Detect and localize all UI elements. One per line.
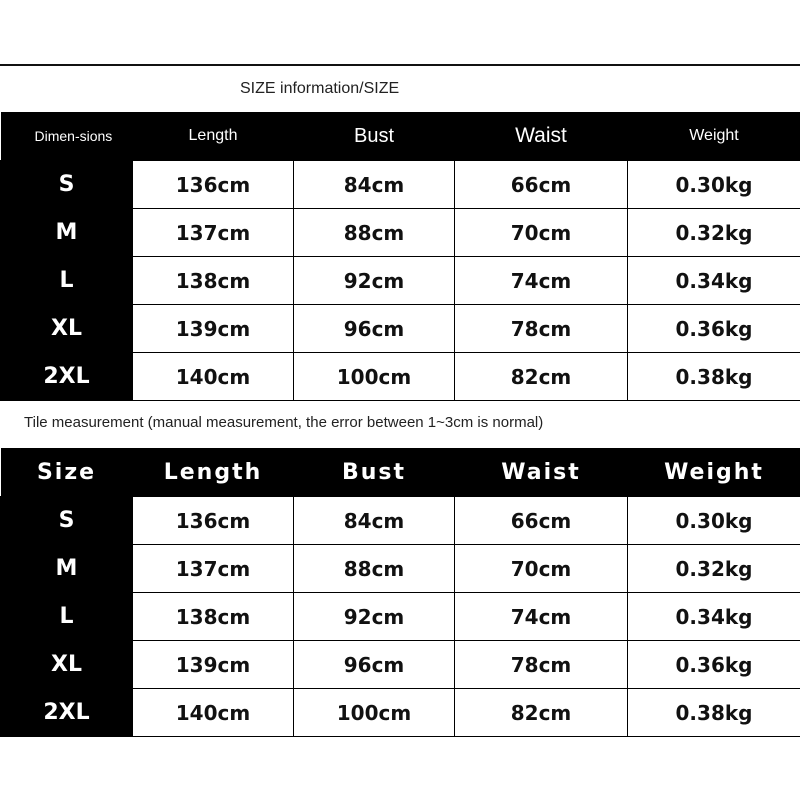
header-row xyxy=(1,112,800,161)
table-row xyxy=(1,209,800,257)
length-cell: 138cm xyxy=(133,257,294,305)
length-cell: 137cm xyxy=(133,209,294,257)
size-label: M xyxy=(1,545,133,593)
waist-cell: 66cm xyxy=(455,497,628,545)
size-table-dimensions xyxy=(0,112,800,401)
bust-cell: 84cm xyxy=(294,161,455,209)
size-label: L xyxy=(1,593,133,641)
length-cell: 137cm xyxy=(133,545,294,593)
length-cell: 138cm xyxy=(133,593,294,641)
size-label: M xyxy=(1,209,133,257)
weight-cell: 0.38kg xyxy=(628,353,800,401)
header-bust: Bust xyxy=(294,112,455,161)
waist-cell: 78cm xyxy=(455,305,628,353)
table-row xyxy=(1,689,800,737)
weight-cell: 0.32kg xyxy=(628,209,800,257)
waist-cell: 70cm xyxy=(455,209,628,257)
weight-cell: 0.38kg xyxy=(628,689,800,737)
table-row xyxy=(1,593,800,641)
size-table-tile-measurement xyxy=(0,448,800,737)
top-divider xyxy=(0,64,800,66)
size-label: S xyxy=(1,497,133,545)
size-label: 2XL xyxy=(1,353,133,401)
header-bust: Bust xyxy=(294,448,455,497)
header-size: Size xyxy=(1,448,133,497)
header-waist: Waist xyxy=(455,448,628,497)
bust-cell: 88cm xyxy=(294,545,455,593)
size-label: L xyxy=(1,257,133,305)
weight-cell: 0.36kg xyxy=(628,305,800,353)
waist-cell: 74cm xyxy=(455,257,628,305)
measurement-note: Tile measurement (manual measurement, the error between 1~3cm is normal) xyxy=(24,414,544,431)
weight-cell: 0.32kg xyxy=(628,545,800,593)
waist-cell: 82cm xyxy=(455,689,628,737)
bust-cell: 100cm xyxy=(294,689,455,737)
length-cell: 139cm xyxy=(133,305,294,353)
size-label: S xyxy=(1,161,133,209)
weight-cell: 0.36kg xyxy=(628,641,800,689)
waist-cell: 70cm xyxy=(455,545,628,593)
header-row xyxy=(1,448,800,497)
length-cell: 136cm xyxy=(133,161,294,209)
table-row xyxy=(1,641,800,689)
header-weight: Weight xyxy=(628,448,800,497)
weight-cell: 0.30kg xyxy=(628,161,800,209)
table-row xyxy=(1,305,800,353)
length-cell: 136cm xyxy=(133,497,294,545)
weight-cell: 0.30kg xyxy=(628,497,800,545)
waist-cell: 78cm xyxy=(455,641,628,689)
bust-cell: 96cm xyxy=(294,641,455,689)
table-row xyxy=(1,545,800,593)
size-label: XL xyxy=(1,641,133,689)
table-row xyxy=(1,497,800,545)
header-length: Length xyxy=(133,448,294,497)
table-row xyxy=(1,161,800,209)
waist-cell: 74cm xyxy=(455,593,628,641)
page-title: SIZE information/SIZE xyxy=(240,80,400,97)
header-length: Length xyxy=(133,112,294,161)
bust-cell: 88cm xyxy=(294,209,455,257)
waist-cell: 82cm xyxy=(455,353,628,401)
bust-cell: 96cm xyxy=(294,305,455,353)
size-label: 2XL xyxy=(1,689,133,737)
table-row xyxy=(1,257,800,305)
length-cell: 140cm xyxy=(133,689,294,737)
header-dimensions: Dimen-sions xyxy=(1,112,133,161)
bust-cell: 92cm xyxy=(294,593,455,641)
header-waist: Waist xyxy=(455,112,628,161)
length-cell: 139cm xyxy=(133,641,294,689)
waist-cell: 66cm xyxy=(455,161,628,209)
size-label: XL xyxy=(1,305,133,353)
bust-cell: 100cm xyxy=(294,353,455,401)
table-row xyxy=(1,353,800,401)
bust-cell: 92cm xyxy=(294,257,455,305)
length-cell: 140cm xyxy=(133,353,294,401)
bust-cell: 84cm xyxy=(294,497,455,545)
header-weight: Weight xyxy=(628,112,800,161)
weight-cell: 0.34kg xyxy=(628,593,800,641)
weight-cell: 0.34kg xyxy=(628,257,800,305)
